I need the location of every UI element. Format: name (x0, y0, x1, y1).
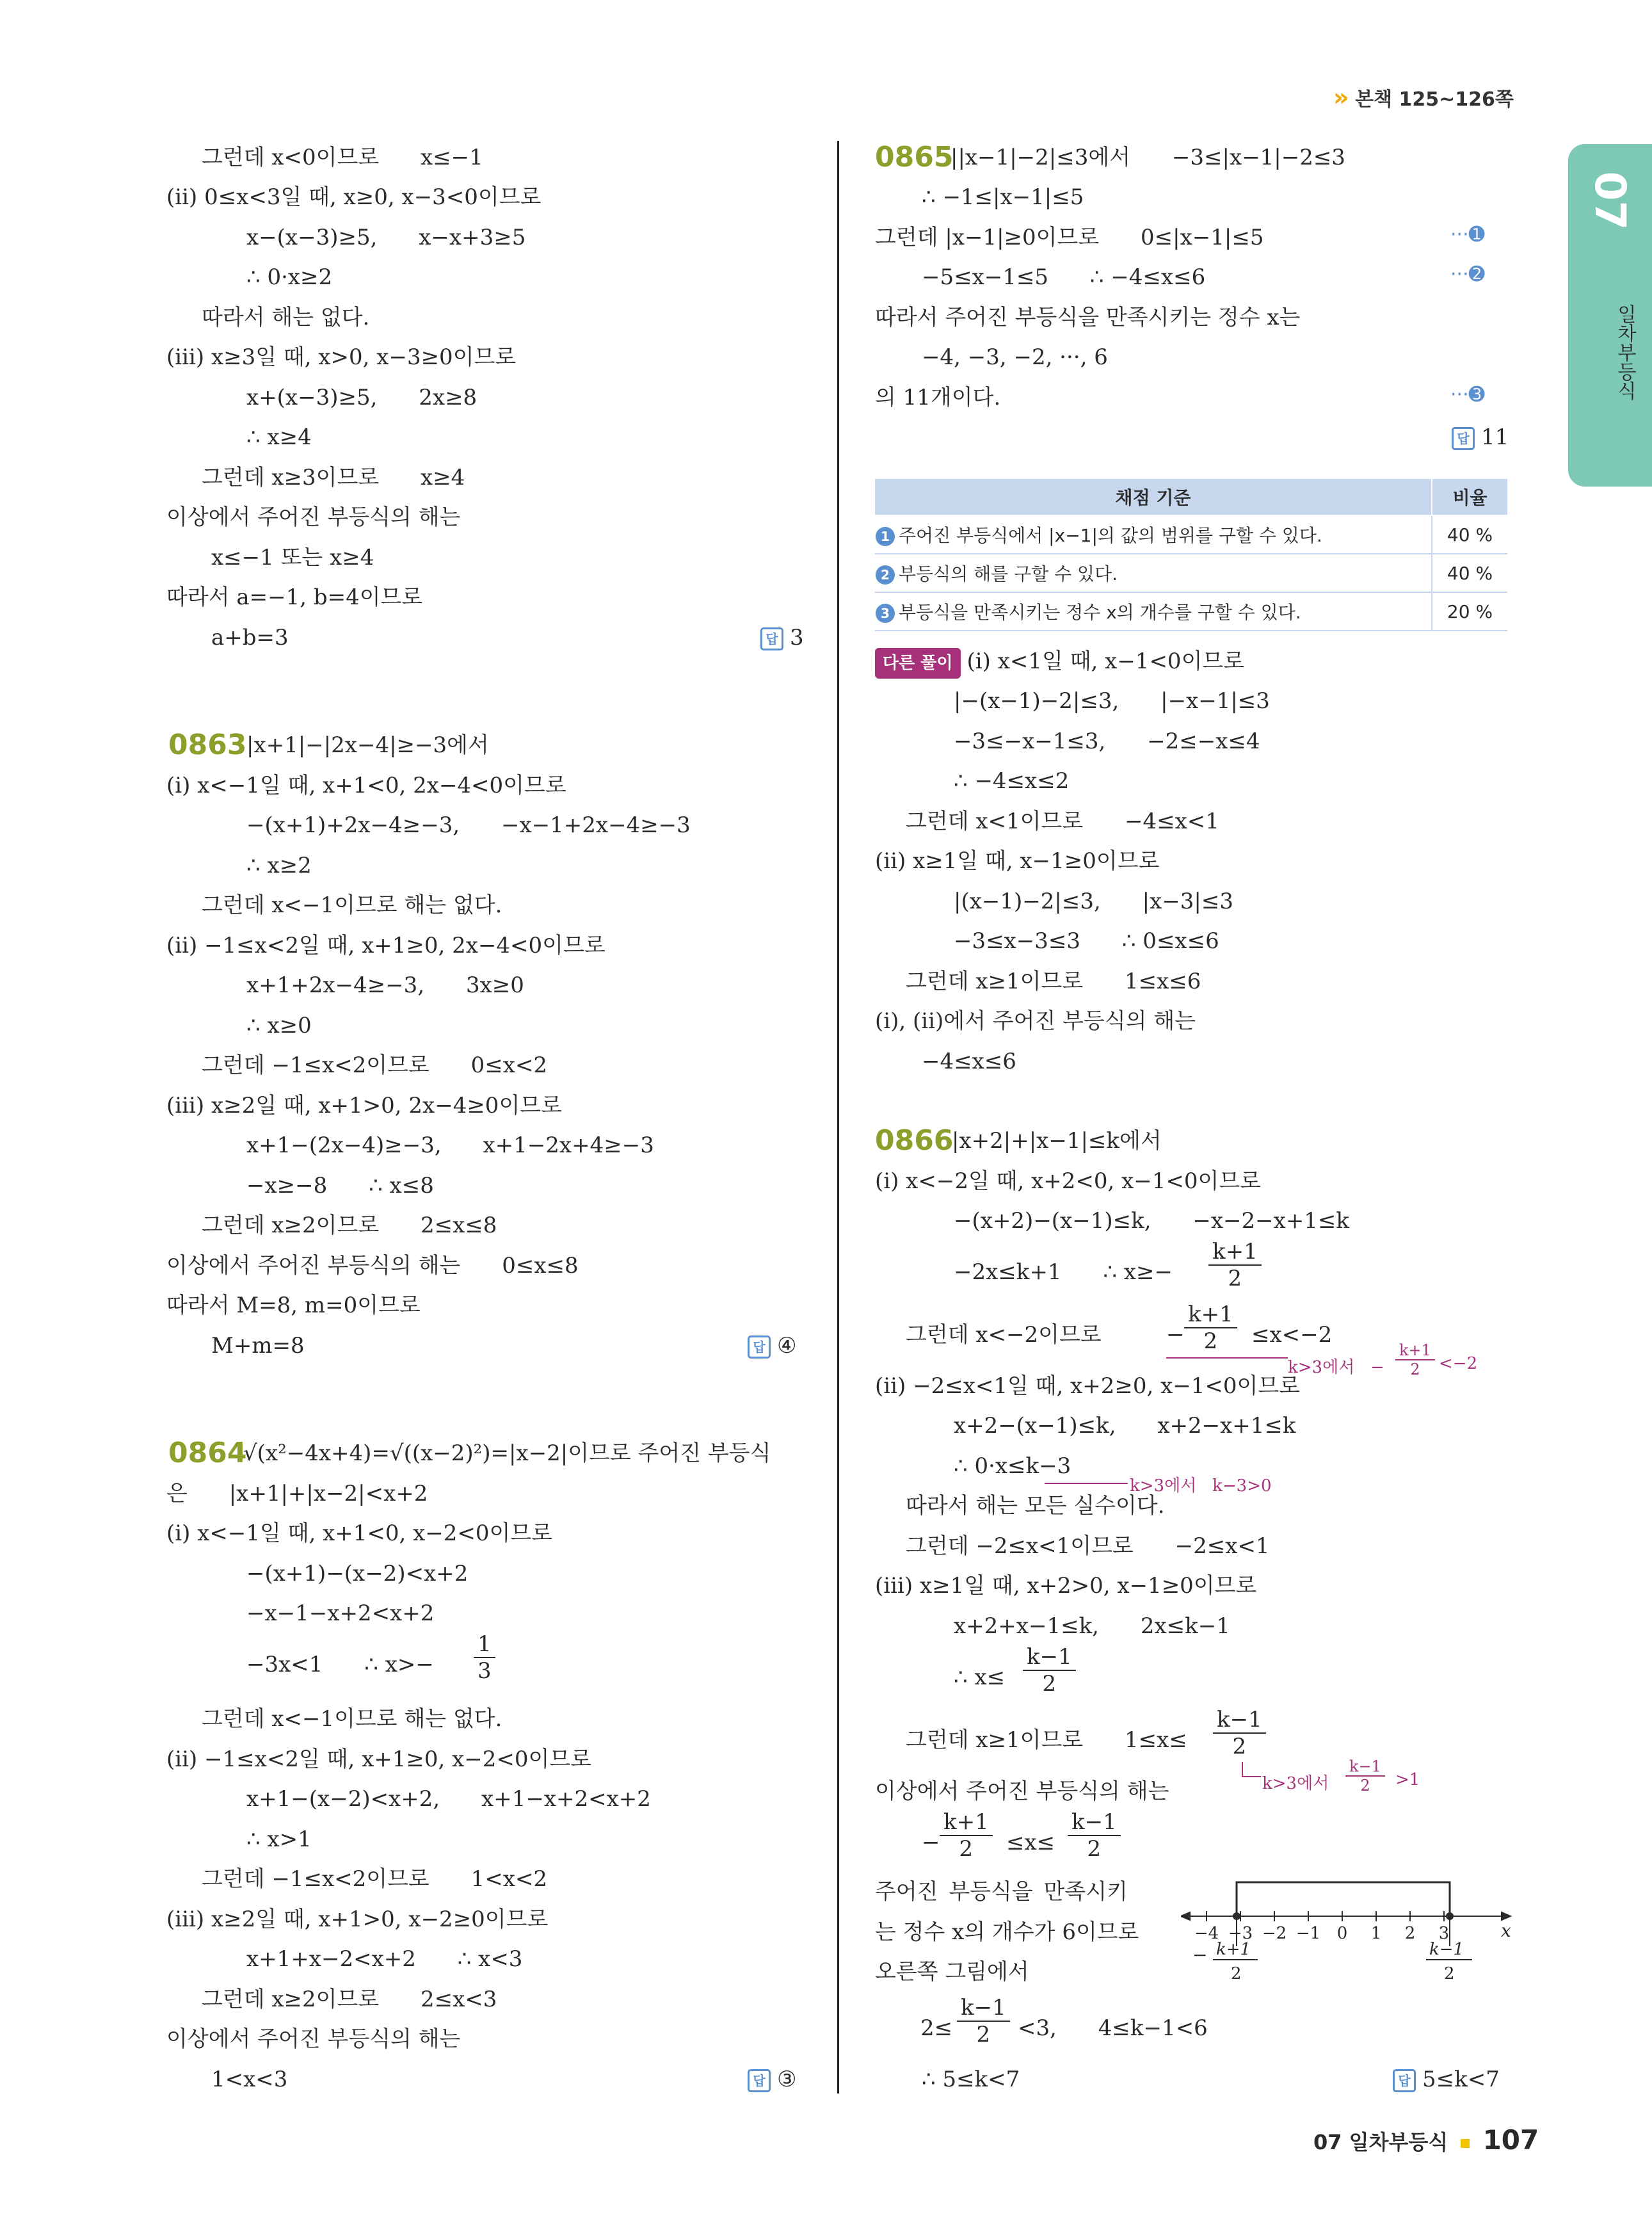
tick-label: −3 (1228, 1924, 1253, 1943)
text-line: −(x+2)−(x−1)≤k, −x−2−x+1≤k (954, 1208, 1350, 1234)
tick-label: −2 (1262, 1924, 1287, 1943)
text-line: 는 정수 x의 개수가 6이므로 (875, 1919, 1139, 1945)
text-line: ∴ 0·x≤k−3 (954, 1453, 1071, 1479)
tick-label: 3 (1438, 1924, 1450, 1943)
text-line: M+m=8 (211, 1333, 305, 1359)
fraction (1184, 1302, 1237, 1354)
rubric-rate: 40 % (1432, 554, 1507, 592)
left-label-den: 2 (1231, 1964, 1242, 1983)
text-line: (ⅱ) −1≤x<2일 때, x+1≥0, 2x−4<0이므로 (166, 933, 605, 958)
rubric-header-row (875, 479, 1507, 515)
tick-label: 1 (1370, 1924, 1382, 1943)
tick-label: 2 (1404, 1924, 1416, 1943)
number-line-figure (1181, 1873, 1520, 2001)
answer-value: 5≤k<7 (1422, 2067, 1500, 2092)
text-line: ≤x≤ (1006, 1830, 1055, 1855)
text-line: (ⅰ), (ⅱ)에서 주어진 부등식의 해는 (875, 1008, 1196, 1034)
answer-value: 11 (1481, 424, 1509, 450)
right-label-den: 2 (1444, 1964, 1455, 1983)
denominator: 2 (1410, 1360, 1420, 1378)
text-line: ∴ 0·x≥2 (246, 264, 333, 290)
text-line: 이상에서 주어진 부등식의 해는 0≤x≤8 (166, 1253, 579, 1279)
fraction (1213, 1707, 1266, 1759)
text-line: ∴ −1≤|x−1|≤5 (922, 184, 1084, 210)
text-line: ∴ x≥2 (246, 853, 312, 878)
denominator: 2 (959, 1836, 974, 1862)
answer-mark (1452, 423, 1509, 451)
denominator: 2 (1087, 1836, 1102, 1862)
text-line: <3, 4≤k−1<6 (1018, 2015, 1208, 2041)
double-chevron-icon: » (1333, 83, 1349, 111)
numerator: k−1 (1213, 1707, 1266, 1734)
text-line: 그런데 x≥2이므로 2≤x<3 (202, 1987, 497, 2012)
text-line: x+2−(x−1)≤k, x+2−x+1≤k (954, 1413, 1296, 1439)
problem-number: 0865 (875, 141, 954, 173)
numerator: k−1 (1345, 1757, 1385, 1777)
denominator: 3 (477, 1658, 492, 1684)
text-line: 따라서 해는 없다. (202, 305, 370, 330)
text-line: 그런데 x<1이므로 −4≤x<1 (906, 809, 1219, 834)
rubric-text: 부등식의 해를 구할 수 있다. (899, 563, 1118, 585)
text-line: − (1166, 1322, 1185, 1348)
rubric-header-rate: 비율 (1432, 479, 1507, 515)
text-line: ∴ −4≤x≤2 (954, 768, 1070, 794)
answer-icon: 답 (1452, 427, 1475, 450)
text-line: −2x≤k+1 ∴ x≥− (954, 1259, 1173, 1285)
text-line: a+b=3 (211, 625, 289, 650)
annotation-note: <−2 (1439, 1354, 1478, 1373)
text-line: −x≥−8 ∴ x≤8 (246, 1173, 434, 1198)
rubric-row (875, 592, 1507, 631)
text-line: (ⅲ) x≥2일 때, x+1>0, 2x−4≥0이므로 (166, 1093, 562, 1118)
text-line: 따라서 주어진 부등식을 만족시키는 정수 x는 (875, 305, 1301, 330)
answer-mark (1393, 2065, 1500, 2094)
bracket-annotation (1242, 1762, 1243, 1777)
answer-value: 3 (790, 625, 804, 650)
problem-number: 0864 (168, 1437, 247, 1469)
text-line: 그런데 x≥2이므로 2≤x≤8 (202, 1213, 497, 1238)
rubric-criteria (875, 554, 1432, 592)
text-line: (ⅰ) x<−1일 때, x+1<0, 2x−4<0이므로 (166, 773, 566, 798)
text-line: (ⅱ) 0≤x<3일 때, x≥0, x−3<0이므로 (166, 184, 541, 210)
fraction (474, 1631, 495, 1684)
denominator: 2 (1360, 1777, 1370, 1795)
answer-icon: 답 (748, 1335, 771, 1359)
text-line: (ⅰ) x<−2일 때, x+2<0, x−1<0이므로 (875, 1168, 1262, 1194)
left-label-num: k+1 (1216, 1940, 1251, 1959)
text-line: 2≤ (920, 2015, 953, 2041)
text-line: −4, −3, −2, ···, 6 (922, 344, 1108, 370)
text-line: (ⅲ) x≥1일 때, x+2>0, x−1≥0이므로 (875, 1573, 1257, 1599)
footer-square-icon (1461, 2139, 1470, 2148)
annotation-note: >1 (1395, 1770, 1420, 1789)
numerator: k+1 (1184, 1302, 1237, 1328)
page-reference-label: 본책 125~126쪽 (1355, 88, 1514, 111)
text-line: −x−1−x+2<x+2 (246, 1601, 435, 1626)
fraction (1395, 1341, 1435, 1378)
tick-label: −4 (1194, 1924, 1219, 1943)
step-1-icon: 1 (876, 527, 895, 546)
text-line: 그런데 x<−1이므로 해는 없다. (202, 892, 502, 918)
bracket-annotation (1242, 1776, 1261, 1777)
alt-line (875, 647, 1244, 679)
footer-chapter: 07 일차부등식 (1313, 2130, 1448, 2154)
text-line: 그런데 |x−1|≥0이므로 0≤|x−1|≤5 (875, 225, 1264, 250)
text-line: |−(x−1)−2|≤3, |−x−1|≤3 (954, 688, 1270, 714)
text-line: x≤−1 또는 x≥4 (211, 545, 374, 570)
text-line: 의 11개이다. (875, 385, 1001, 410)
problem-number: 0863 (168, 729, 247, 761)
text-line: 그런데 x≥1이므로 1≤x≤ (906, 1727, 1187, 1753)
text-line: −(x+1)−(x−2)<x+2 (246, 1561, 469, 1586)
page-footer (1313, 2124, 1539, 2156)
step-2-icon: 2 (876, 565, 895, 585)
denominator: 2 (1228, 1266, 1242, 1291)
denominator: 2 (976, 2022, 991, 2047)
text-line: 이상에서 주어진 부등식의 해는 (166, 2026, 461, 2052)
answer-value: ④ (777, 1333, 797, 1359)
underline-annotation (1045, 1483, 1128, 1484)
text-line: (ⅱ) x≥1일 때, x−1≥0이므로 (875, 848, 1160, 874)
text-line: −4≤x≤6 (922, 1049, 1016, 1074)
step-marker-3: ···➌ (1450, 383, 1485, 406)
text-line: |(x−1)−2|≤3, |x−3|≤3 (954, 889, 1233, 914)
annotation-note: k>3에서 k−3>0 (1130, 1476, 1272, 1496)
text-line: 이상에서 주어진 부등식의 해는 (166, 504, 461, 530)
text-line: x+(x−3)≥5, 2x≥8 (246, 385, 477, 410)
text-line: (ⅱ) −2≤x<1일 때, x+2≥0, x−1<0이므로 (875, 1373, 1301, 1399)
text-line: x+1+2x−4≥−3, 3x≥0 (246, 972, 524, 998)
denominator: 2 (1203, 1328, 1218, 1354)
chapter-title: 일차부등식 (1614, 304, 1636, 400)
fraction (957, 1995, 1010, 2047)
step-marker-2: ···➋ (1450, 263, 1485, 286)
text-line: 따라서 a=−1, b=4이므로 (166, 585, 423, 610)
text-line: (ⅲ) x≥2일 때, x+1>0, x−2≥0이므로 (166, 1907, 549, 1932)
text-line: 그런데 x<−1이므로 해는 없다. (202, 1706, 502, 1732)
text-line: ∴ x≤ (954, 1665, 1006, 1690)
answer-icon: 답 (1393, 2069, 1416, 2092)
text-line: 이상에서 주어진 부등식의 해는 (875, 1779, 1169, 1804)
answer-icon: 답 (748, 2069, 771, 2092)
text-line: 따라서 M=8, m=0이므로 (166, 1293, 421, 1318)
answer-icon: 답 (760, 627, 783, 650)
rubric-row (875, 515, 1507, 554)
number-line-axis (1181, 1912, 1511, 1920)
text-line: |x+1|−|2x−4|≥−3에서 (246, 732, 489, 758)
text-line: 그런데 x<0이므로 x≤−1 (202, 145, 483, 170)
text-line: x+1−(2x−4)≥−3, x+1−2x+4≥−3 (246, 1133, 654, 1158)
text-line: ∴ x≥0 (246, 1013, 312, 1038)
chapter-number: 07 (1585, 171, 1635, 230)
rubric-criteria (875, 515, 1432, 554)
right-label-num: k−1 (1429, 1940, 1464, 1959)
text-line: 그런데 x≥1이므로 1≤x≤6 (906, 969, 1201, 994)
text-line: 따라서 해는 모든 실수이다. (906, 1493, 1165, 1519)
answer-mark (760, 624, 804, 652)
text-line: 오른쪽 그림에서 (875, 1959, 1029, 1985)
rubric-text: 주어진 부등식에서 |x−1|의 값의 범위를 구할 수 있다. (899, 525, 1322, 546)
text-line: x−(x−3)≥5, x−x+3≥5 (246, 225, 526, 250)
text-line: −3x<1 ∴ x>− (246, 1652, 434, 1677)
text-line: ∴ x≥4 (246, 424, 312, 450)
rubric-header-criteria: 채점 기준 (875, 479, 1432, 515)
rubric-criteria (875, 592, 1432, 631)
alt-text: (ⅰ) x<1일 때, x−1<0이므로 (966, 649, 1245, 674)
chapter-side-tab (1568, 144, 1652, 487)
step-3-icon: 3 (876, 604, 895, 623)
text-line: 1<x<3 (211, 2067, 288, 2092)
rubric-row (875, 554, 1507, 592)
step-marker-1: ···➊ (1450, 223, 1485, 246)
problem-number: 0866 (875, 1124, 954, 1157)
text-line: 그런데 −2≤x<1이므로 −2≤x<1 (906, 1533, 1270, 1559)
numerator: k−1 (1023, 1644, 1076, 1671)
text-line: −5≤x−1≤5 ∴ −4≤x≤6 (922, 264, 1206, 290)
fraction (940, 1809, 993, 1862)
text-line: ∴ x>1 (246, 1827, 312, 1852)
text-line: 그런데 x<−2이므로 (906, 1322, 1102, 1348)
annotation-note (1288, 1354, 1384, 1378)
fraction (1345, 1757, 1385, 1795)
column-divider (837, 141, 839, 2094)
text-line: ||x−1|−2|≤3에서 −3≤|x−1|−2≤3 (950, 145, 1345, 170)
rubric-rate: 40 % (1432, 515, 1507, 554)
page-reference (1333, 83, 1514, 111)
text-line: −3≤x−3≤3 ∴ 0≤x≤6 (954, 928, 1219, 954)
annotation-note: k>3에서 (1262, 1774, 1329, 1793)
numerator: k+1 (1395, 1341, 1435, 1360)
text-line: −3≤−x−1≤3, −2≤−x≤4 (954, 729, 1260, 754)
denominator: 2 (1232, 1734, 1247, 1759)
text-line: |x+2|+|x−1|≤k에서 (952, 1128, 1162, 1154)
underline-annotation (1166, 1357, 1288, 1359)
rubric-rate: 20 % (1432, 592, 1507, 631)
answer-value: ③ (777, 2067, 797, 2092)
text-line: 은 |x+1|+|x−2|<x+2 (166, 1481, 428, 1506)
text-line: ≤x<−2 (1251, 1322, 1333, 1348)
note-text: k>3에서 − (1288, 1358, 1384, 1377)
denominator: 2 (1042, 1671, 1057, 1697)
numerator: k−1 (1068, 1809, 1121, 1836)
text-line: 주어진 부등식을 만족시키 (875, 1879, 1128, 1905)
answer-mark (748, 2065, 796, 2094)
text-line: (ⅱ) −1≤x<2일 때, x+1≥0, x−2<0이므로 (166, 1747, 592, 1772)
numerator: 1 (474, 1631, 495, 1658)
text-line: x+2+x−1≤k, 2x≤k−1 (954, 1613, 1230, 1639)
text-line: − (922, 1830, 940, 1855)
answer-mark (748, 1332, 796, 1360)
numerator: k+1 (940, 1809, 993, 1836)
text-line: (ⅰ) x<−1일 때, x+1<0, x−2<0이므로 (166, 1521, 553, 1546)
left-label-minus: − (1192, 1944, 1208, 1965)
fraction (1208, 1239, 1262, 1291)
text-line: −(x+1)+2x−4≥−3, −x−1+2x−4≥−3 (246, 812, 691, 838)
text-line: √(x²−4x+4)=√((x−2)²)=|x−2|이므로 주어진 부등식 (243, 1440, 771, 1466)
tick-label: 0 (1336, 1924, 1348, 1943)
axis-label: x (1501, 1920, 1511, 1941)
numerator: k−1 (957, 1995, 1010, 2022)
tick-label: −1 (1295, 1924, 1321, 1943)
text-line: 그런데 −1≤x<2이므로 0≤x<2 (202, 1053, 548, 1078)
scoring-rubric-table (875, 479, 1507, 631)
text-line: 그런데 x≥3이므로 x≥4 (202, 465, 465, 490)
text-line: ∴ 5≤k<7 (922, 2067, 1020, 2092)
numerator: k+1 (1208, 1239, 1262, 1266)
text-line: x+1−(x−2)<x+2, x+1−x+2<x+2 (246, 1786, 651, 1812)
text-line: (ⅲ) x≥3일 때, x>0, x−3≥0이므로 (166, 344, 517, 370)
solution-interval-bracket (1237, 1882, 1450, 1916)
rubric-text: 부등식을 만족시키는 정수 x의 개수를 구할 수 있다. (899, 602, 1301, 623)
text-line: x+1+x−2<x+2 ∴ x<3 (246, 1946, 523, 1972)
fraction (1023, 1644, 1076, 1697)
footer-page-number: 107 (1482, 2124, 1539, 2156)
alt-solution-badge: 다른 풀이 (875, 648, 961, 679)
fraction (1068, 1809, 1121, 1862)
text-line: 그런데 −1≤x<2이므로 1<x<2 (202, 1866, 548, 1892)
